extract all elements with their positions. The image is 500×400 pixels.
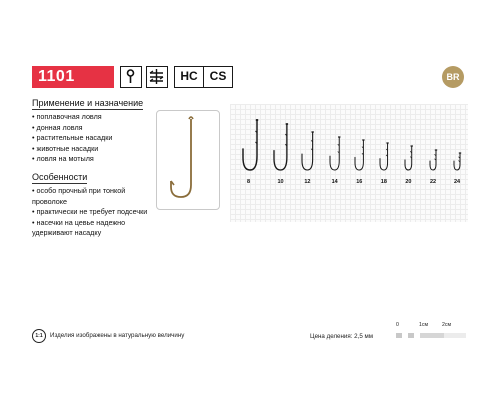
eyed-hook-icon — [120, 66, 142, 88]
size-label: 22 — [430, 179, 437, 185]
hooks-size-chart — [230, 104, 468, 222]
hook-icon — [157, 111, 219, 209]
list-item: • поплавочная ловля — [32, 112, 112, 123]
size-label: 18 — [380, 179, 387, 185]
size-label: 14 — [331, 179, 338, 185]
model-code: 1101 — [38, 68, 75, 85]
list-item: • ловля на мотыля — [32, 154, 112, 165]
hook-size-18 — [380, 143, 389, 170]
hook-size-16 — [355, 140, 365, 170]
tag-cs: CS — [203, 66, 233, 88]
scale-icon: 1:1 — [32, 329, 46, 343]
hook-size-12 — [302, 132, 314, 170]
scale-note: Изделия изображены в натуральную величину — [50, 332, 185, 339]
ruler — [396, 333, 466, 338]
usage-list — [32, 112, 112, 165]
ruler-label-1: 1см — [419, 322, 429, 328]
list-item: • практически не требует подсечки — [32, 207, 162, 218]
hook-size-8 — [243, 120, 258, 170]
hook-size-14 — [330, 137, 340, 170]
hook-thumbnail — [156, 110, 220, 210]
size-label: 10 — [277, 179, 284, 185]
size-label: 8 — [247, 179, 251, 185]
model-code-bar — [32, 66, 114, 88]
ruler-label-2: 2см — [442, 322, 452, 328]
list-item: • донная ловля — [32, 123, 112, 134]
tag-hc: HC — [174, 66, 204, 88]
hook-size-10 — [274, 124, 288, 170]
list-item: • насечки на цевье надежно удерживают насадку — [32, 218, 162, 239]
division-value: Цена деления: 2,5 мм — [310, 333, 373, 340]
size-label: 20 — [405, 179, 412, 185]
size-label: 12 — [304, 179, 311, 185]
hook-size-24 — [454, 153, 461, 170]
list-item: • особо прочный при тонкой проволоке — [32, 186, 162, 207]
list-item: • растительные насадки — [32, 133, 112, 144]
size-grid — [230, 104, 468, 222]
hook-size-22 — [430, 150, 437, 170]
barbs-icon — [146, 66, 168, 88]
ruler-label-0: 0 — [396, 322, 399, 328]
usage-title: Применение и назначение — [32, 98, 144, 108]
features-list — [32, 186, 162, 239]
size-label: 16 — [356, 179, 363, 185]
finish-badge: BR — [442, 66, 464, 88]
hook-size-20 — [405, 146, 413, 170]
size-label: 24 — [454, 179, 461, 185]
list-item: • животные насадки — [32, 144, 112, 155]
features-title: Особенности — [32, 172, 88, 182]
